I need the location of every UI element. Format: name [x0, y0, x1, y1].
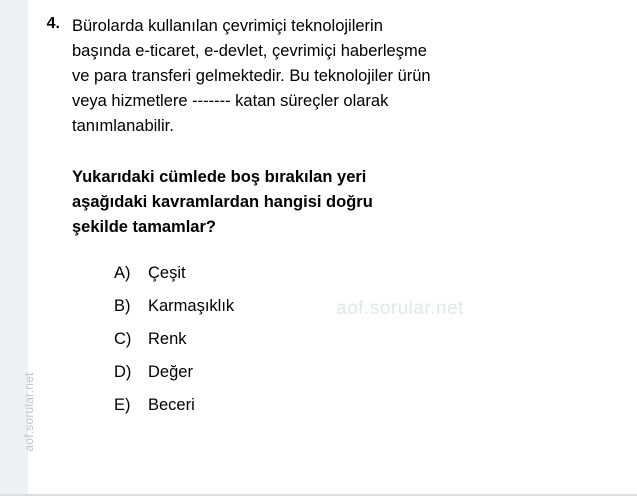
left-watermark: aof.sorular.net — [22, 372, 36, 452]
option-letter: E) — [114, 396, 131, 414]
option-text: Çeşit — [148, 264, 186, 282]
stem-line: veya hizmetlere ------- katan süreçler olarak — [72, 92, 389, 110]
stem-line: Bürolarda kullanılan çevrimiçi teknolojilerin — [72, 17, 383, 35]
question-number: 4. — [46, 15, 60, 32]
question-content — [22, 14, 622, 429]
prompt-line: şekilde tamamlar? — [72, 218, 216, 236]
question-block — [22, 14, 622, 429]
option-b[interactable] — [114, 297, 622, 330]
option-c[interactable] — [114, 330, 622, 363]
option-letter: A) — [114, 264, 131, 282]
option-text: Değer — [148, 363, 193, 381]
stem-line: başında e-ticaret, e-devlet, çevrimiçi haberleşme — [72, 42, 427, 60]
question-body — [60, 14, 622, 429]
option-text: Renk — [148, 330, 187, 348]
stem-line: ve para transferi gelmektedir. Bu teknolojiler ürün — [72, 67, 431, 85]
prompt-line: aşağıdaki kavramlardan hangisi doğru — [72, 193, 373, 211]
option-text: Karmaşıklık — [148, 297, 235, 315]
question-stem — [72, 14, 620, 139]
option-letter: C) — [114, 330, 132, 348]
option-letter: D) — [114, 363, 132, 381]
center-watermark: aof.sorular.net — [336, 298, 464, 319]
option-text: Beceri — [148, 396, 195, 414]
answer-options — [114, 264, 622, 429]
option-a[interactable] — [114, 264, 622, 297]
prompt-line: Yukarıdaki cümlede boş bırakılan yeri — [72, 168, 367, 186]
option-letter: B) — [114, 297, 131, 315]
option-d[interactable] — [114, 363, 622, 396]
stem-line: tanımlanabilir. — [72, 117, 174, 135]
question-prompt — [72, 165, 620, 240]
option-e[interactable] — [114, 396, 622, 429]
